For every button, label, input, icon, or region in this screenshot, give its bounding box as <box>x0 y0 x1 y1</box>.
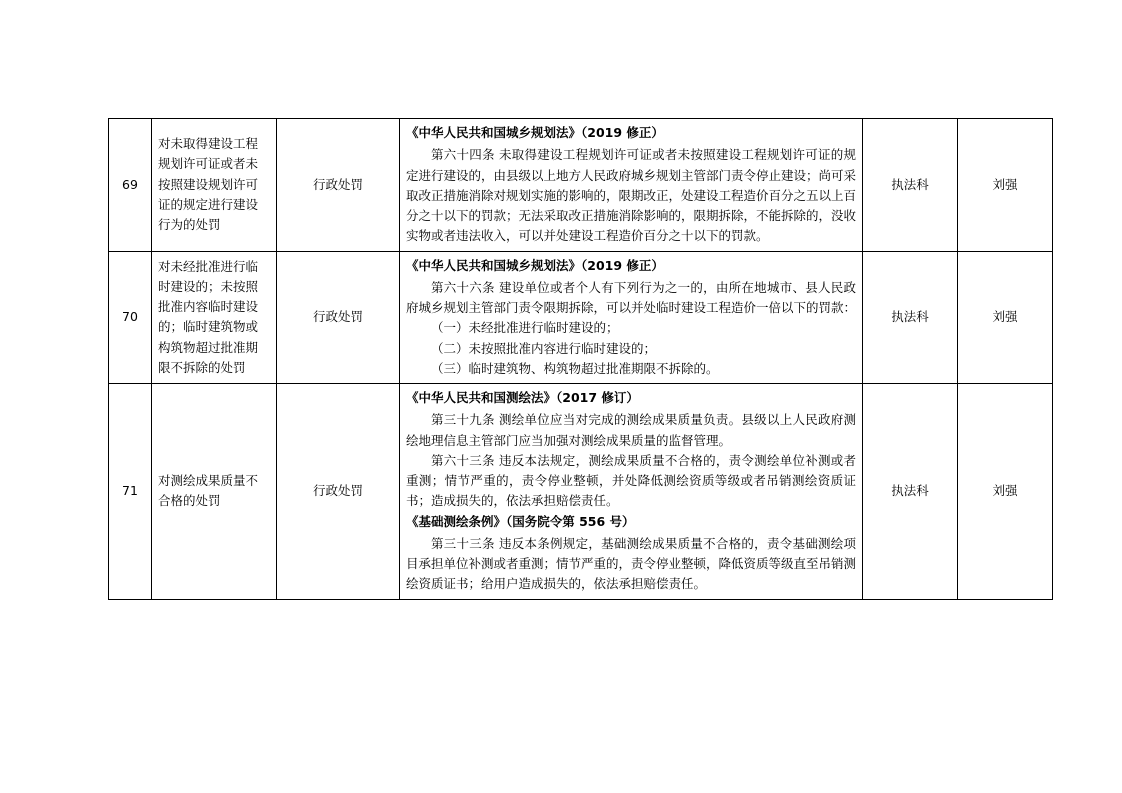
legal-basis-paragraph: 第三十三条 违反本条例规定，基础测绘成果质量不合格的，责令基础测绘项目承担单位补测或者重测；情节严重的，责令停业整顿，降低资质等级直至吊销测绘资质证书；给用户造成损失的，依法承担赔偿责任。 <box>406 535 857 592</box>
row-legal-basis <box>400 384 863 600</box>
row-person: 刘强 <box>958 251 1053 384</box>
row-department: 执法科 <box>863 251 958 384</box>
row-person: 刘强 <box>958 119 1053 252</box>
legal-basis-paragraph: 第六十三条 违反本法规定，测绘成果质量不合格的，责令测绘单位补测或者重测；情节严重的，责令停业整顿，并处降低测绘资质等级或者吊销测绘资质证书；造成损失的，依法承担赔偿责任。 <box>406 452 856 509</box>
legal-basis-paragraph: （二）未按照批准内容进行临时建设的； <box>431 340 657 356</box>
legal-basis-title-secondary: 《基础测绘条例》（国务院令第 556 号） <box>406 513 635 529</box>
row-number: 69 <box>109 119 152 252</box>
legal-basis-paragraph: 第六十六条 建设单位或者个人有下列行为之一的，由所在地城市、县人民政府城乡规划主管部门责令限期拆除，可以并处临时建设工程造价一倍以下的罚款： <box>406 279 857 315</box>
legal-basis-paragraph: （一）未经批准进行临时建设的； <box>431 320 619 336</box>
table-row <box>109 384 1053 600</box>
administrative-penalty-table <box>108 118 1053 600</box>
legal-basis-paragraph: 第六十四条 未取得建设工程规划许可证或者未按照建设工程规划许可证的规定进行建设的，由县级以上地方人民政府城乡规划主管部门责令停止建设；尚可采取改正措施消除对规划实施的影响的，限期改正，处建设工程造价百分之五以上百分之十以下的罚款；无法采取改正措施消除影响的，限期拆除，不能拆除的，没收实物或者违法收入，可以并处建设工程造价百分之十以下的罚款。 <box>406 147 857 244</box>
row-legal-basis <box>400 251 863 384</box>
row-type: 行政处罚 <box>277 251 400 384</box>
row-person: 刘强 <box>958 384 1053 600</box>
row-number: 71 <box>109 384 152 600</box>
row-type: 行政处罚 <box>277 384 400 600</box>
row-type: 行政处罚 <box>277 119 400 252</box>
legal-basis-title: 《中华人民共和国城乡规划法》（2019 修正） <box>406 125 664 140</box>
row-item-name: 对未经批准进行临时建设的；未按照批准内容临时建设的；临时建筑物或构筑物超过批准期限不拆除的处罚 <box>152 251 277 384</box>
row-item-name: 对测绘成果质量不合格的处罚 <box>152 384 277 600</box>
legal-basis-paragraph: （三）临时建筑物、构筑物超过批准期限不拆除的。 <box>431 360 719 376</box>
row-number: 70 <box>109 251 152 384</box>
row-item-name: 对未取得建设工程规划许可证或者未按照建设规划许可证的规定进行建设行为的处罚 <box>152 119 277 252</box>
legal-basis-title: 《中华人民共和国城乡规划法》（2019 修正） <box>406 257 664 273</box>
legal-basis-title: 《中华人民共和国测绘法》（2017 修订） <box>406 390 639 405</box>
legal-basis-paragraph: 第三十九条 测绘单位应当对完成的测绘成果质量负责。县级以上人民政府测绘地理信息主管部门应当加强对测绘成果质量的监督管理。 <box>406 412 856 448</box>
row-legal-basis <box>400 119 863 252</box>
table-row <box>109 119 1053 252</box>
row-department: 执法科 <box>863 384 958 600</box>
table-row <box>109 251 1053 384</box>
row-department: 执法科 <box>863 119 958 252</box>
